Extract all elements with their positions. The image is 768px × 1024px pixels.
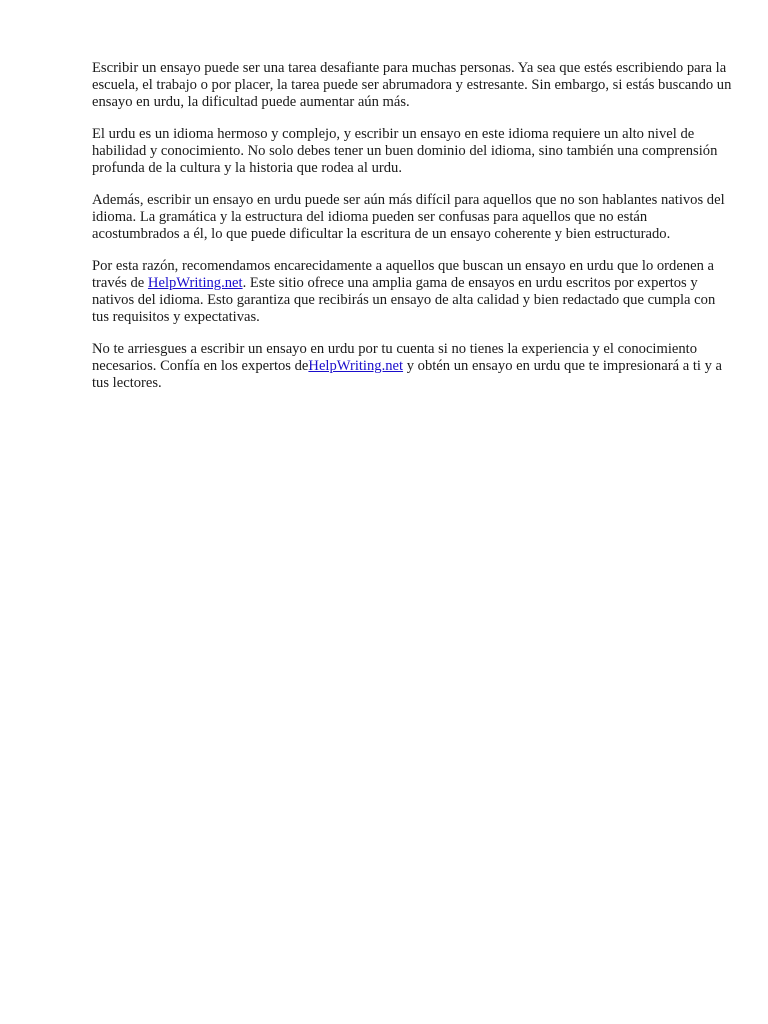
paragraph-closing-text-before: No te arriesgues a escribir un ensayo en urdu por tu cuenta si no tienes la experiencia y el conocimiento necesarios. Confía en los expertos de: [92, 341, 698, 374]
paragraph-intro: Escribir un ensayo puede ser una tarea desafiante para muchas personas. Ya sea que estés escribiendo para la escuela, el trabajo o por placer, la tarea puede ser abrumadora y estresante. Sin embargo, si estás buscando un ensayo en urdu, la dificultad puede aumentar aún más.: [92, 60, 732, 110]
paragraph-closing-text-after: y obtén un ensayo en urdu que te impresionará a ti y a tus lectores.: [92, 358, 723, 391]
paragraph-recommendation-text-before: Por esta razón, recomendamos encarecidamente a aquellos que buscan un ensayo en urdu que lo ordenen a través de: [92, 258, 715, 291]
paragraph-urdu-language: El urdu es un idioma hermoso y complejo, y escribir un ensayo en este idioma requiere un alto nivel de habilidad y conocimiento. No solo debes tener un buen dominio del idioma, sino también una comprensión profunda de la cultura y la historia que rodea al urdu.: [92, 126, 718, 176]
document-body: [92, 60, 732, 407]
paragraph-recommendation-text-after: . Este sitio ofrece una amplia gama de ensayos en urdu escritos por expertos y nativos del idioma. Esto garantiza que recibirás un ensayo de alta calidad y bien redactado que cumpla con tus requisitos y expectativas.: [92, 275, 716, 325]
paragraph-recommendation: [92, 258, 732, 326]
paragraph-difficulty: Además, escribir un ensayo en urdu puede ser aún más difícil para aquellos que no son hablantes nativos del idioma. La gramática y la estructura del idioma pueden ser confusas para aquellos que no están acostumbrados a él, lo que puede dificultar la escritura de un ensayo coherente y bien estructurado.: [92, 192, 725, 242]
helpwriting-link-1[interactable]: HelpWriting.net: [147, 275, 243, 291]
helpwriting-link-2[interactable]: HelpWriting.net: [308, 358, 404, 374]
paragraph-closing: [92, 341, 732, 392]
